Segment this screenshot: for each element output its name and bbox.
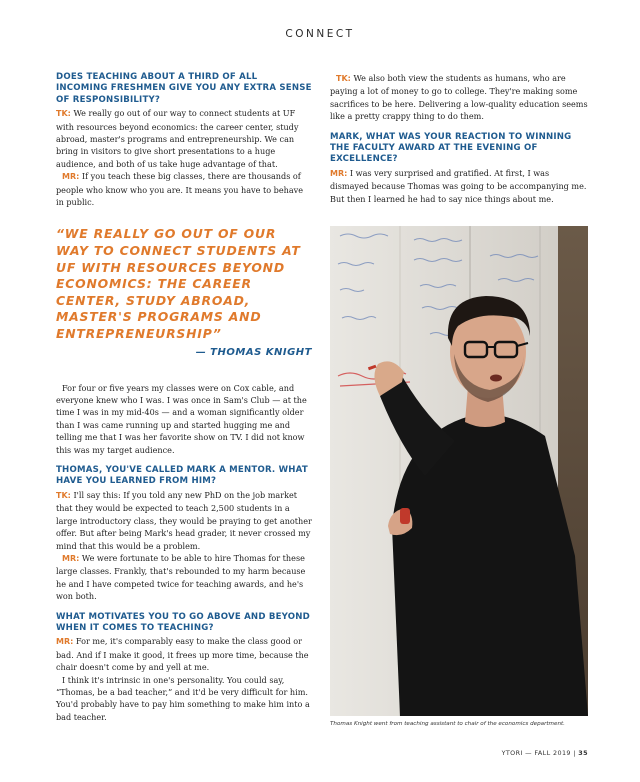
page-folio [470, 749, 588, 757]
answer-paragraph [56, 635, 312, 673]
section-title: CONNECT [285, 28, 355, 40]
answer-paragraph [56, 489, 312, 552]
answer-text: We also both view the students as humans, who are paying a lot of money to go to college. They're making some sacrifices to be here. Delivering a low-quality education seems like a pretty crappy thing to do them. [330, 73, 588, 122]
body-paragraph: For four or five years my classes were on Cox cable, and everyone knew who I was. I was once in Sam's Club — at the time I was in my mid-40s — and a woman significantly older than I was came running up and started hugging me and telling me that I was her favorite show on TV. I did not know this was my target audience. [56, 382, 307, 455]
speaker-label: TK: [336, 74, 351, 83]
magazine-issue: YTORI — FALL 2019 | [501, 749, 576, 757]
answer-text: I'll say this: If you told any new PhD on the job market that they would be expected to teach 2,500 students in a large introductory class, they would be praying to get another offer. But after being Mark's head grader, it never crossed my mind that this would be a problem. [56, 489, 312, 551]
answer-text: If you teach these big classes, there are thousands of people who know who you are. It means you have to behave in public. [56, 171, 304, 208]
speaker-label: TK: [56, 490, 71, 500]
pull-quote: “WE REALLY GO OUT OF OUR WAY TO CONNECT STUDENTS AT UF WITH RESOURCES BEYOND ECONOMICS: THE CAREER CENTER, STUDY ABROAD, MASTER'S PROGRAMS AND ENTREPRENEURSHIP” [56, 226, 301, 342]
answer-paragraph [56, 107, 312, 170]
question-heading: MARK, WHAT WAS YOUR REACTION TO WINNING THE FACULTY AWARD AT THE EVENING OF EXCELLENCE? [330, 131, 572, 165]
answer-text: We really go out of our way to connect students at UF with resources beyond economics: the career center, study abroad, master's programs and entrepreneurship. We can bring in visitors to give short presentations to a huge audience, and both of us take huge advantage of that. [56, 108, 299, 169]
answer-text: I was very surprised and gratified. At first, I was dismayed because Thomas was going to be accompanying me. But then I learned he had to say nice things about me. [330, 167, 587, 204]
question-heading: THOMAS, YOU'VE CALLED MARK A MENTOR. WHAT HAVE YOU LEARNED FROM HIM? [56, 465, 308, 487]
answer-text: We were fortunate to be able to hire Thomas for these large classes. Frankly, that's rebounded to my harm because he and I have competed twice for teaching awards, and he's won both. [56, 552, 306, 602]
pull-quote-attribution: — THOMAS KNIGHT [195, 346, 312, 358]
speaker-label: MR: [56, 637, 74, 647]
answer-paragraph [56, 552, 312, 603]
answer-paragraph [330, 167, 588, 205]
speaker-label: MR: [62, 172, 80, 182]
photo-caption: Thomas Knight went from teaching assistant to chair of the economics department. [330, 721, 565, 727]
question-heading: WHAT MOTIVATES YOU TO GO ABOVE AND BEYOND WHEN IT COMES TO TEACHING? [56, 611, 311, 633]
speaker-label: MR: [62, 553, 80, 563]
photo-illustration [330, 226, 588, 716]
body-paragraph: I think it's intrinsic in one's personality. You could say, “Thomas, be a bad teacher,” and it'd be very difficult for him. You'd probably have to pay him something to make him into a bad teacher. [56, 674, 310, 722]
question-heading: DOES TEACHING ABOUT A THIRD OF ALL INCOMING FRESHMEN GIVE YOU ANY EXTRA SENSE OF RESPONSIBILITY? [56, 72, 312, 105]
answer-paragraph [56, 170, 312, 208]
answer-text: For me, it's comparably easy to make the class good or bad. And if I make it good, it frees up more time, because the chair doesn't come by and yell at me. [56, 636, 309, 673]
speaker-label: MR: [330, 168, 348, 178]
left-column [56, 72, 312, 723]
right-column [330, 72, 588, 205]
answer-paragraph [330, 72, 588, 123]
page-number: 35 [578, 749, 588, 757]
speaker-label: TK: [56, 109, 71, 119]
photo-thomas-knight [330, 226, 588, 716]
